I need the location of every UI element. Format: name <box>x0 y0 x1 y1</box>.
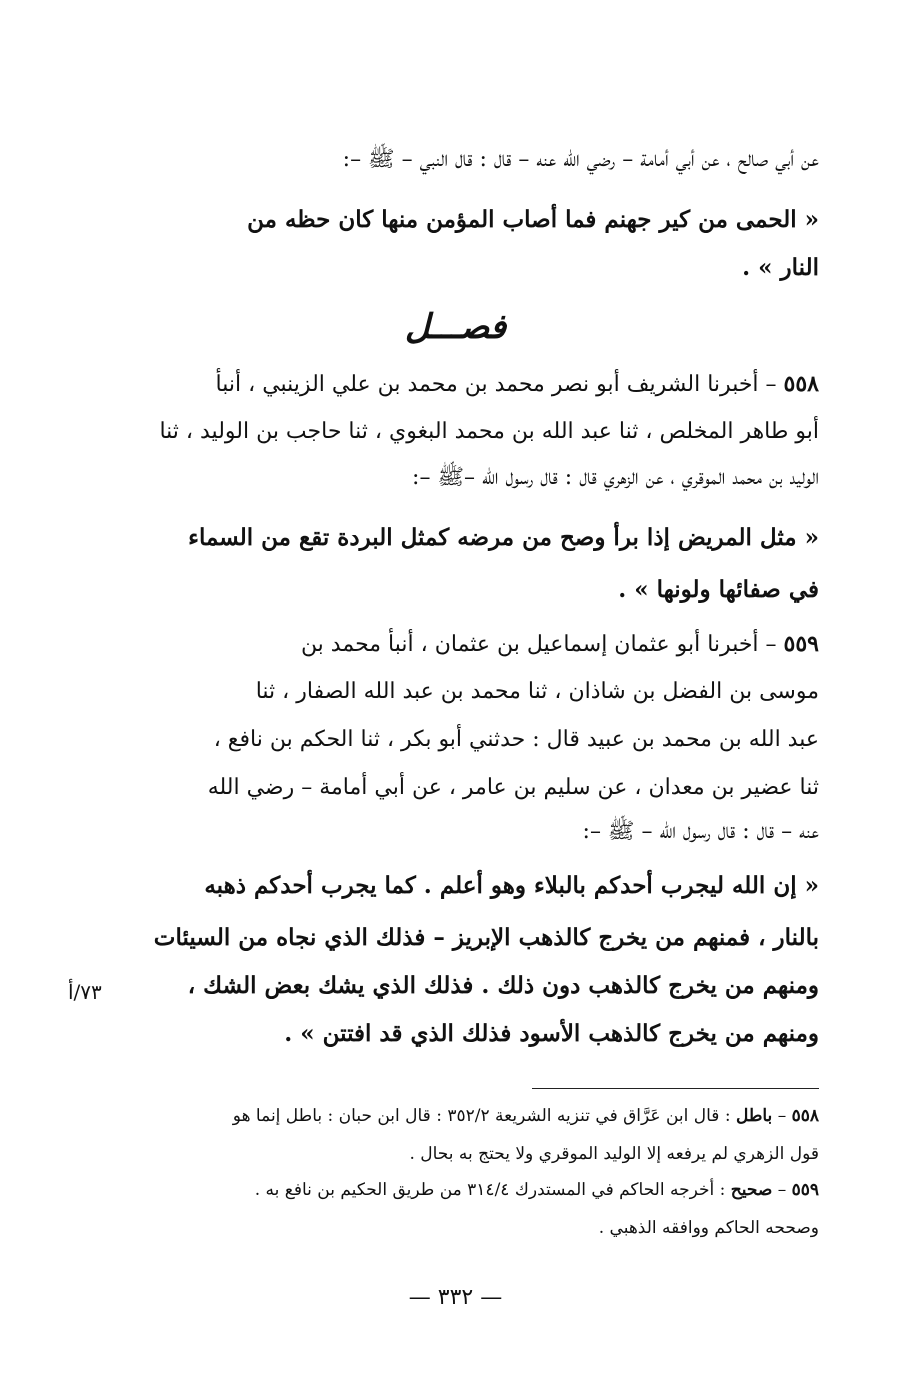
hadith-line: « مثل المريض إذا برأ وصح من مرضه كمثل البردة تقع من السماء <box>188 524 819 551</box>
entry-559-line: عبد الله بن محمد بن عبيد قال : حدثني أبو بكر ، ثنا الحكم بن نافع ، <box>213 727 819 752</box>
entry-number: ٥٥٨ <box>783 371 819 397</box>
footnote-559 <box>84 1172 819 1208</box>
footnote-559-cont: وصححه الحاكم ووافقه الذهبي . <box>598 1218 819 1238</box>
hadith-line: « إن الله ليجرب أحدكم بالبلاء وهو أعلم . كما يجرب أحدكم ذهبه <box>204 872 819 899</box>
footnote-number: ٥٥٩ <box>791 1180 819 1200</box>
footnote-dash: – <box>777 1180 787 1200</box>
entry-558-line: الوليد بن محمد الموقري ، عن الزهري قال : قال رسول الله –ﷺ –: <box>412 465 819 490</box>
hadith-line: بالنار ، فمنهم من يخرج كالذهب الإبريز – فذلك الذي نجاه من السيئات <box>153 924 819 951</box>
entry-558-line <box>129 364 819 405</box>
section-heading: فصـــل <box>404 307 507 347</box>
footnote-separator <box>532 1088 819 1089</box>
footnote-558-cont: قول الزهري لم يرفعه إلا الوليد الموقري ولا يحتج به بحال . <box>409 1144 819 1164</box>
entry-558-line: أبو طاهر المخلص ، ثنا عبد الله بن محمد البغوي ، ثنا حاجب بن الوليد ، ثنا <box>159 419 819 444</box>
footnote-number: ٥٥٨ <box>791 1106 819 1126</box>
footnote-verdict: باطل <box>735 1106 773 1126</box>
entry-text: – أخبرنا أبو عثمان إسماعيل بن عثمان ، أنبأ محمد بن <box>300 632 777 657</box>
footnote-text: : أخرجه الحاكم في المستدرك ٣١٤/٤ من طريق الحكيم بن نافع به . <box>254 1180 726 1200</box>
body-line: عن أبي صالح ، عن أبي أمامة – رضي الله عنه – قال : قال النبي – ﷺ –: <box>342 147 819 172</box>
footnote-dash: – <box>777 1106 787 1126</box>
entry-559-line: ثنا عضير بن معدان ، عن سليم بن عامر ، عن أبي أمامة – رضي الله <box>207 775 819 800</box>
margin-folio-note: ٧٣/أ <box>68 980 102 1004</box>
footnote-verdict: صحيح <box>730 1180 773 1200</box>
hadith-line: ومنهم من يخرج كالذهب دون ذلك . فذلك الذي يشك بعض الشك ، <box>187 972 819 999</box>
page-number: — ٣٣٢ — <box>408 1285 503 1310</box>
hadith-line: النار » . <box>742 254 819 281</box>
entry-number: ٥٥٩ <box>783 631 819 657</box>
hadith-line: في صفائها ولونها » . <box>618 576 819 603</box>
entry-559-line <box>129 624 819 665</box>
entry-559-line: عنه – قال : قال رسول الله – ﷺ –: <box>582 819 819 844</box>
entry-text: – أخبرنا الشريف أبو نصر محمد بن محمد بن علي الزينبي ، أنبأ <box>215 372 777 397</box>
footnote-558 <box>84 1098 819 1134</box>
entry-559-line: موسى بن الفضل بن شاذان ، ثنا محمد بن عبد الله الصفار ، ثنا <box>255 679 819 704</box>
hadith-line: « الحمى من كير جهنم فما أصاب المؤمن منها كان حظه من <box>247 206 819 233</box>
hadith-line: ومنهم من يخرج كالذهب الأسود فذلك الذي قد افتتن » . <box>284 1020 819 1047</box>
footnote-text: : قال ابن عَرَّاق في تنزيه الشريعة ٣٥٢/٢ : قال ابن حبان : باطل إنما هو <box>232 1106 731 1126</box>
